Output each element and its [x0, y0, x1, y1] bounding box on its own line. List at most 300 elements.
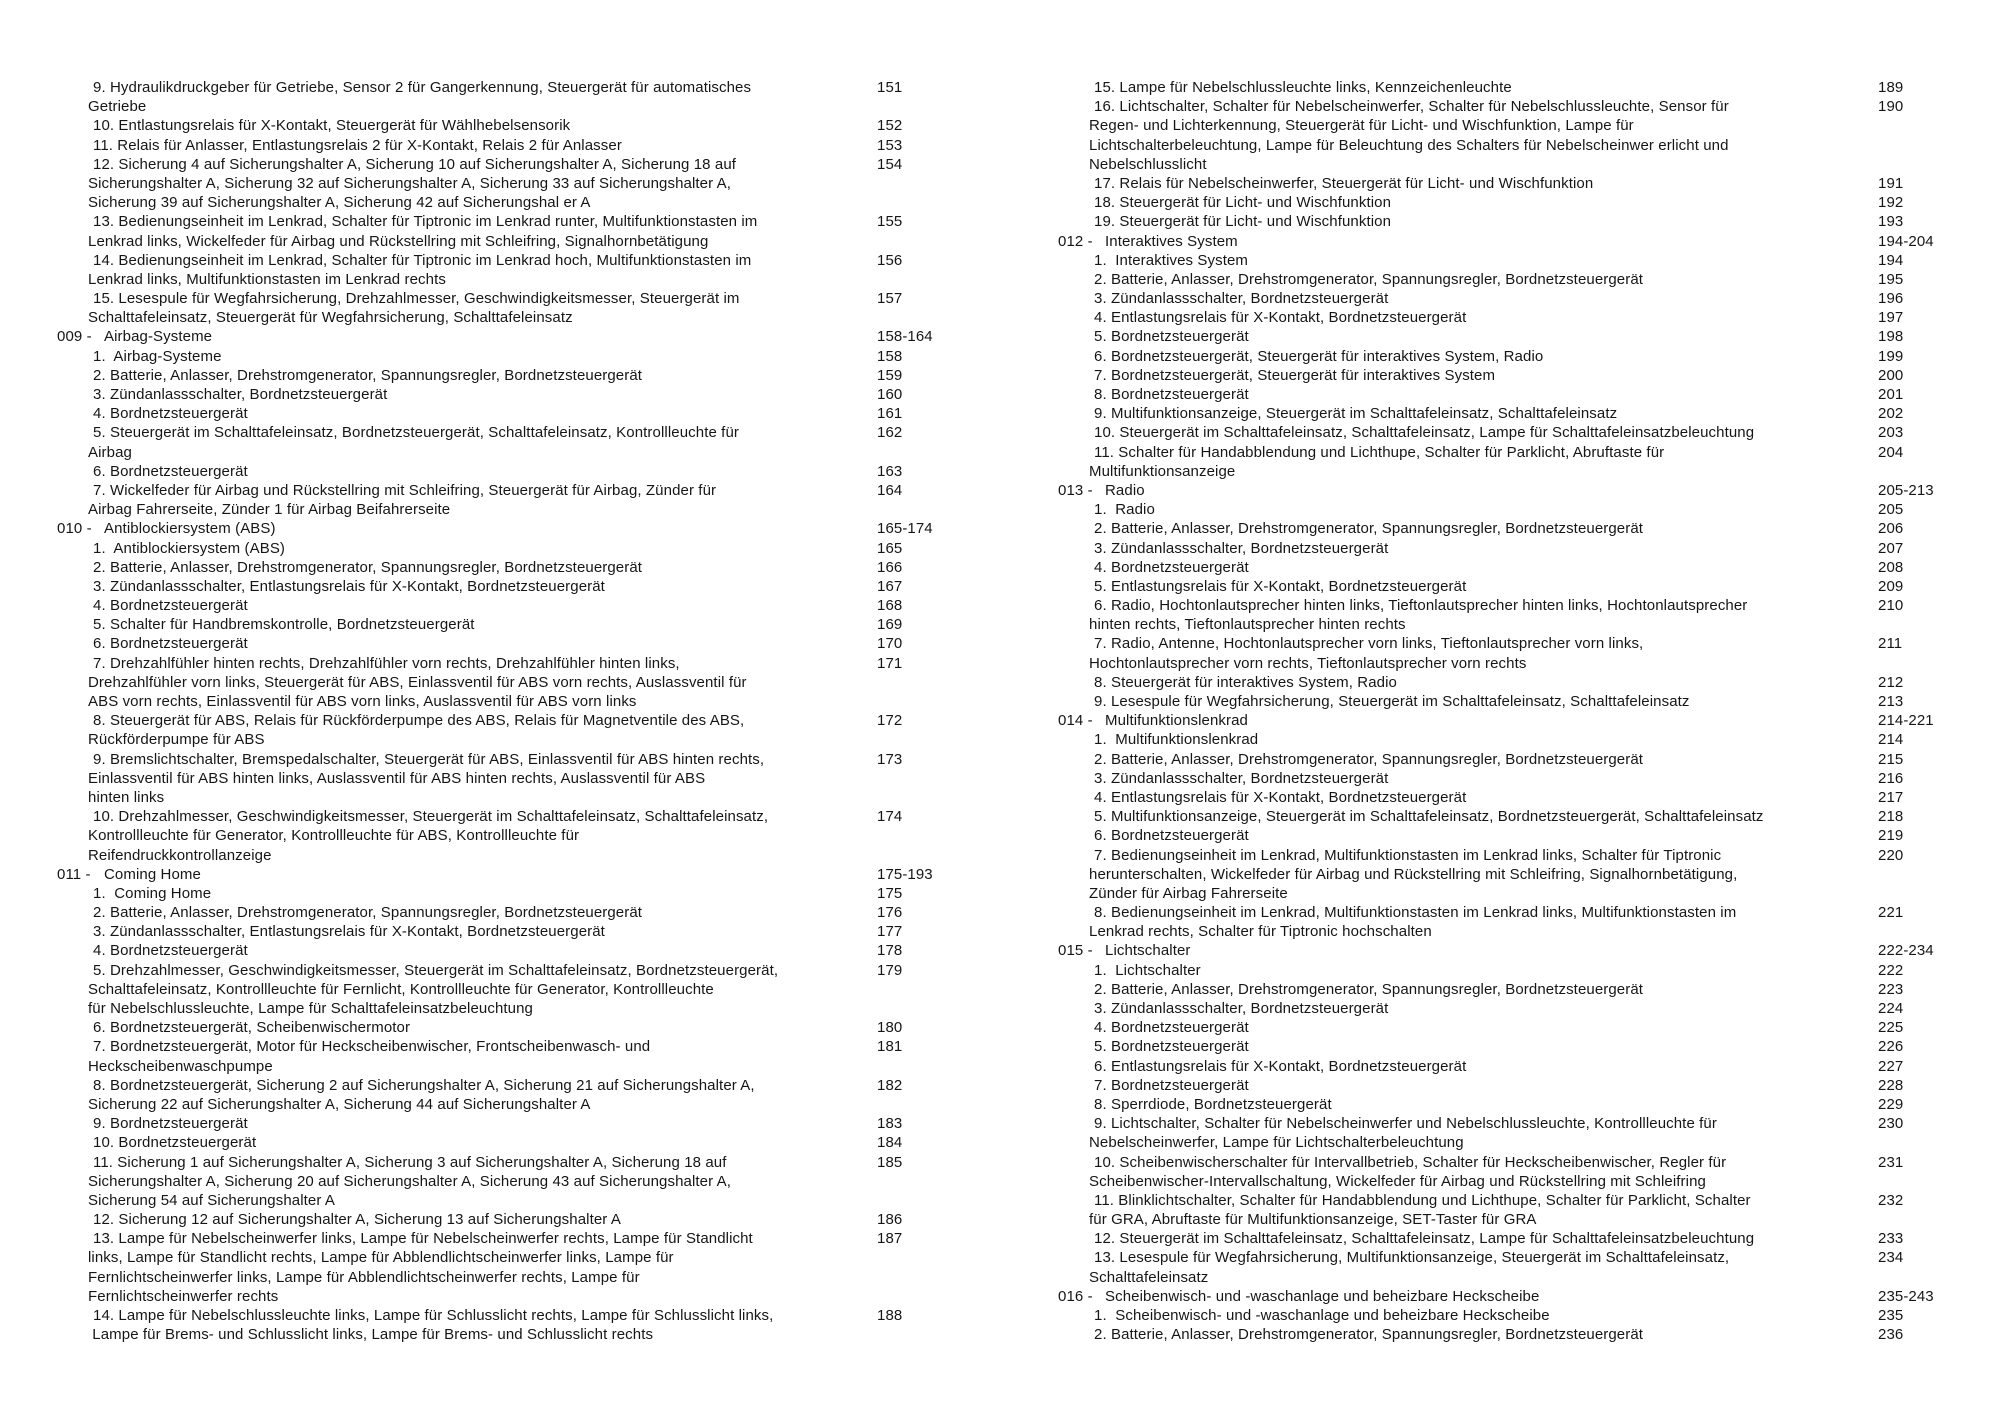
- toc-item-continuation: [1058, 116, 2000, 135]
- item-page-number: 176: [877, 904, 903, 922]
- item-page-number: 168: [877, 597, 903, 615]
- toc-item-continuation: [1058, 922, 2000, 941]
- toc-item-continuation: [57, 232, 1002, 251]
- toc-item-continuation: [57, 1248, 1002, 1267]
- toc-item-text: Einlassventil für ABS hinten links, Auslassventil für ABS hinten rechts, Auslassventil für ABS: [88, 769, 706, 787]
- toc-item-text: 4. Bordnetzsteuergerät: [93, 405, 248, 423]
- toc-item-text: 10. Steuergerät im Schalttafeleinsatz, Schalttafeleinsatz, Lampe für Schalttafeleinsatzbeleuchtung: [1094, 424, 1755, 442]
- toc-item-row: [57, 1210, 1002, 1229]
- section-title: Scheibenwisch- und -waschanlage und beheizbare Heckscheibe: [1105, 1287, 1540, 1305]
- toc-item-row: [57, 1037, 1002, 1056]
- toc-item-text: 3. Zündanlassschalter, Bordnetzsteuergerät: [93, 386, 388, 403]
- section-title: Radio: [1105, 481, 1145, 499]
- toc-item-text: 18. Steuergerät für Licht- und Wischfunktion: [1094, 194, 1392, 212]
- toc-item-text: hinten links: [88, 788, 165, 806]
- toc-item-continuation: [57, 270, 1002, 289]
- toc-item-text: 11. Blinklichtschalter, Schalter für Handabblendung und Lichthupe, Schalter für Parklicht, Schalter: [1094, 1191, 1751, 1209]
- toc-item-row: [57, 1114, 1002, 1133]
- toc-item-row: [57, 903, 1002, 922]
- toc-item-continuation: [57, 692, 1002, 711]
- toc-item-row: [1058, 596, 2000, 615]
- toc-item-text: Nebelschlusslicht: [1089, 155, 1207, 173]
- section-title: Antiblockiersystem (ABS): [104, 520, 276, 538]
- toc-item-row: [1058, 423, 2000, 442]
- item-page-number: 184: [877, 1134, 903, 1152]
- toc-section-row: [57, 519, 1002, 538]
- item-page-number: 189: [1878, 79, 1904, 96]
- toc-item-text: 7. Bordnetzsteuergerät, Steuergerät für interaktives System: [1094, 366, 1496, 384]
- toc-item-text: links, Lampe für Standlicht rechts, Lampe für Abblendlichtscheinwerfer links, Lampe für: [88, 1249, 674, 1267]
- toc-item-row: [1058, 999, 2000, 1018]
- toc-item-row: [1058, 903, 2000, 922]
- toc-item-row: [1058, 826, 2000, 845]
- toc-item-text: 7. Bedienungseinheit im Lenkrad, Multifunktionstasten im Lenkrad links, Schalter für Tiptronic: [1094, 846, 1722, 864]
- toc-item-continuation: [1058, 865, 2000, 884]
- item-page-number: 228: [1878, 1076, 1904, 1094]
- toc-item-text: Sicherung 54 auf Sicherungshalter A: [88, 1191, 335, 1209]
- toc-item-row: [57, 615, 1002, 634]
- item-page-number: 207: [1878, 539, 1904, 557]
- item-page-number: 209: [1878, 577, 1904, 595]
- toc-section-row: [1058, 711, 2000, 730]
- toc-item-text: 9. Lichtschalter, Schalter für Nebelscheinwerfer und Nebelschlussleuchte, Kontrollleuchte für: [1094, 1115, 1717, 1133]
- toc-item-text: 3. Zündanlassschalter, Bordnetzsteuergerät: [1094, 769, 1389, 787]
- toc-item-text: 12. Steuergerät im Schalttafeleinsatz, Schalttafeleinsatz, Lampe für Schalttafeleinsatzbeleuchtung: [1094, 1230, 1755, 1248]
- item-page-number: 159: [877, 366, 903, 384]
- section-number: 014 -: [1058, 712, 1097, 730]
- item-page-number: 158: [877, 347, 903, 365]
- toc-item-text: Sicherungshalter A, Sicherung 32 auf Sicherungshalter A, Sicherung 33 auf Sicherungshalter A,: [88, 174, 732, 192]
- item-page-number: 166: [877, 558, 903, 576]
- item-page-number: 193: [1878, 213, 1904, 231]
- toc-item-text: 2. Batterie, Anlasser, Drehstromgenerator, Spannungsregler, Bordnetzsteuergerät: [93, 366, 643, 384]
- toc-item-row: [57, 481, 1002, 500]
- item-page-number: 164: [877, 481, 903, 499]
- toc-item-text: Kontrollleuchte für Generator, Kontrollleuchte für ABS, Kontrollleuchte für: [88, 827, 580, 845]
- toc-item-row: [57, 116, 1002, 135]
- toc-item-row: [57, 884, 1002, 903]
- section-page-range: 235-243: [1878, 1287, 1934, 1305]
- toc-item-row: [1058, 807, 2000, 826]
- toc-item-row: [57, 596, 1002, 615]
- toc-column-right: [1058, 78, 2000, 1344]
- toc-item-text: 8. Bordnetzsteuergerät: [1094, 386, 1249, 403]
- toc-item-text: für GRA, Abruftaste für Multifunktionsanzeige, SET-Taster für GRA: [1089, 1211, 1537, 1229]
- item-page-number: 151: [877, 79, 903, 96]
- item-page-number: 227: [1878, 1057, 1904, 1075]
- toc-item-continuation: [57, 174, 1002, 193]
- toc-item-text: 8. Steuergerät für interaktives System, Radio: [1094, 673, 1397, 691]
- toc-item-continuation: [57, 443, 1002, 462]
- item-page-number: 222: [1878, 961, 1904, 979]
- section-page-range: 205-213: [1878, 481, 1934, 499]
- toc-item-continuation: [57, 1287, 1002, 1306]
- toc-item-text: 12. Sicherung 12 auf Sicherungshalter A, Sicherung 13 auf Sicherungshalter A: [93, 1211, 621, 1229]
- toc-item-continuation: [57, 999, 1002, 1018]
- item-page-number: 233: [1878, 1230, 1904, 1248]
- toc-item-text: 5. Schalter für Handbremskontrolle, Bordnetzsteuergerät: [93, 616, 475, 634]
- toc-item-row: [1058, 788, 2000, 807]
- section-page-range: 194-204: [1878, 232, 1934, 250]
- item-page-number: 210: [1878, 597, 1904, 615]
- item-page-number: 152: [877, 117, 903, 135]
- toc-item-text: 5. Multifunktionsanzeige, Steuergerät im Schalttafeleinsatz, Bordnetzsteuergerät, Schalttafeleinsatz: [1094, 808, 1764, 826]
- toc-item-row: [1058, 846, 2000, 865]
- toc-item-row: [57, 1133, 1002, 1152]
- toc-item-row: [57, 251, 1002, 270]
- item-page-number: 155: [877, 213, 903, 231]
- toc-section-row: [1058, 232, 2000, 251]
- toc-item-row: [57, 577, 1002, 596]
- item-page-number: 161: [877, 405, 903, 423]
- toc-item-row: [57, 654, 1002, 673]
- item-page-number: 198: [1878, 328, 1904, 346]
- toc-item-text: 5. Entlastungsrelais für X-Kontakt, Bordnetzsteuergerät: [1094, 577, 1467, 595]
- section-title: Lichtschalter: [1105, 942, 1191, 960]
- toc-item-text: Schalttafeleinsatz, Kontrollleuchte für Fernlicht, Kontrollleuchte für Generator, Kontrollleuchte: [88, 980, 714, 998]
- toc-item-text: 6. Bordnetzsteuergerät: [93, 635, 248, 653]
- toc-item-row: [1058, 174, 2000, 193]
- toc-item-continuation: [57, 673, 1002, 692]
- item-page-number: 200: [1878, 366, 1904, 384]
- toc-item-row: [57, 807, 1002, 826]
- toc-section-row: [1058, 941, 2000, 960]
- section-page-range: 222-234: [1878, 942, 1934, 960]
- item-page-number: 172: [877, 712, 903, 730]
- toc-item-row: [57, 634, 1002, 653]
- toc-item-row: [1058, 980, 2000, 999]
- toc-item-continuation: [1058, 462, 2000, 481]
- item-page-number: 169: [877, 616, 903, 634]
- section-number: 010 -: [57, 520, 96, 538]
- item-page-number: 223: [1878, 980, 1904, 998]
- toc-item-text: 2. Batterie, Anlasser, Drehstromgenerator, Spannungsregler, Bordnetzsteuergerät: [1094, 750, 1644, 768]
- toc-item-row: [1058, 193, 2000, 212]
- toc-item-text: Sicherung 39 auf Sicherungshalter A, Sicherung 42 auf Sicherungshal er A: [88, 194, 591, 212]
- toc-item-text: Sicherungshalter A, Sicherung 20 auf Sicherungshalter A, Sicherung 43 auf Sicherungshalter A,: [88, 1172, 732, 1190]
- toc-item-text: 11. Sicherung 1 auf Sicherungshalter A, Sicherung 3 auf Sicherungshalter A, Sicherung 18 auf: [93, 1153, 727, 1171]
- toc-item-row: [1058, 500, 2000, 519]
- item-page-number: 170: [877, 635, 903, 653]
- toc-item-row: [1058, 1095, 2000, 1114]
- toc-item-row: [1058, 1325, 2000, 1344]
- toc-item-continuation: [1058, 136, 2000, 155]
- item-page-number: 157: [877, 290, 903, 308]
- toc-item-text: 1. Lichtschalter: [1094, 961, 1201, 979]
- toc-item-text: 2. Batterie, Anlasser, Drehstromgenerator, Spannungsregler, Bordnetzsteuergerät: [1094, 520, 1644, 538]
- toc-item-text: Nebelscheinwerfer, Lampe für Lichtschalterbeleuchtung: [1089, 1134, 1464, 1152]
- toc-item-row: [57, 1306, 1002, 1325]
- toc-item-text: Reifendruckkontrollanzeige: [88, 846, 272, 864]
- toc-item-text: 9. Bordnetzsteuergerät: [93, 1115, 248, 1133]
- toc-item-row: [1058, 769, 2000, 788]
- toc-item-continuation: [1058, 1210, 2000, 1229]
- toc-item-continuation: [57, 1095, 1002, 1114]
- toc-item-text: 9. Multifunktionsanzeige, Steuergerät im Schalttafeleinsatz, Schalttafeleinsatz: [1094, 405, 1618, 423]
- toc-item-continuation: [1058, 654, 2000, 673]
- toc-item-text: 6. Bordnetzsteuergerät: [1094, 827, 1249, 845]
- toc-item-row: [1058, 1191, 2000, 1210]
- item-page-number: 186: [877, 1211, 903, 1229]
- toc-item-text: 3. Zündanlassschalter, Entlastungsrelais für X-Kontakt, Bordnetzsteuergerät: [93, 577, 605, 595]
- item-page-number: 195: [1878, 270, 1904, 288]
- item-page-number: 234: [1878, 1249, 1904, 1267]
- toc-item-row: [1058, 577, 2000, 596]
- toc-item-text: 5. Bordnetzsteuergerät: [1094, 1038, 1249, 1056]
- item-page-number: 153: [877, 136, 903, 154]
- item-page-number: 182: [877, 1076, 903, 1094]
- toc-item-text: Hochtonlautsprecher vorn rechts, Tieftonlautsprecher vorn rechts: [1089, 654, 1527, 672]
- toc-item-text: Getriebe: [88, 98, 147, 116]
- toc-item-row: [57, 212, 1002, 231]
- toc-item-text: 4. Bordnetzsteuergerät: [93, 597, 248, 615]
- toc-item-row: [1058, 1057, 2000, 1076]
- toc-item-row: [1058, 519, 2000, 538]
- toc-item-text: 10. Drehzahlmesser, Geschwindigkeitsmesser, Steuergerät im Schalttafeleinsatz, Schalttafeleinsatz,: [93, 808, 769, 826]
- toc-item-text: 1. Interaktives System: [1094, 251, 1249, 269]
- toc-item-text: 11. Relais für Anlasser, Entlastungsrelais 2 für X-Kontakt, Relais 2 für Anlasser: [93, 136, 622, 154]
- toc-item-row: [57, 155, 1002, 174]
- toc-item-continuation: [57, 1057, 1002, 1076]
- toc-item-continuation: [57, 1268, 1002, 1287]
- toc-item-text: 2. Batterie, Anlasser, Drehstromgenerator, Spannungsregler, Bordnetzsteuergerät: [1094, 980, 1644, 998]
- item-page-number: 217: [1878, 788, 1904, 806]
- toc-item-row: [57, 78, 1002, 97]
- toc-item-text: 10. Scheibenwischerschalter für Intervallbetrieb, Schalter für Heckscheibenwischer, Regler für: [1094, 1153, 1727, 1171]
- item-page-number: 220: [1878, 846, 1904, 864]
- toc-item-text: Fernlichtscheinwerfer links, Lampe für Abblendlichtscheinwerfer rechts, Lampe für: [88, 1268, 640, 1286]
- section-number: 009 -: [57, 328, 96, 346]
- toc-item-text: Airbag Fahrerseite, Zünder 1 für Airbag Beifahrerseite: [88, 501, 451, 519]
- toc-item-text: 8. Steuergerät für ABS, Relais für Rückförderpumpe des ABS, Relais für Magnetventile des ABS,: [93, 712, 745, 730]
- toc-item-row: [1058, 1018, 2000, 1037]
- toc-item-continuation: [57, 980, 1002, 999]
- item-page-number: 174: [877, 808, 903, 826]
- toc-item-text: Regen- und Lichterkennung, Steuergerät für Licht- und Wischfunktion, Lampe für: [1089, 117, 1634, 135]
- toc-item-text: 12. Sicherung 4 auf Sicherungshalter A, Sicherung 10 auf Sicherungshalter A, Sicherung 18 auf: [93, 155, 737, 173]
- item-page-number: 173: [877, 750, 903, 768]
- toc-item-text: 1. Coming Home: [93, 884, 212, 902]
- toc-item-text: 6. Bordnetzsteuergerät, Scheibenwischermotor: [93, 1019, 411, 1037]
- toc-item-row: [57, 1076, 1002, 1095]
- toc-item-continuation: [57, 788, 1002, 807]
- section-title: Coming Home: [104, 865, 201, 883]
- toc-section-row: [57, 865, 1002, 884]
- toc-item-text: 8. Sperrdiode, Bordnetzsteuergerät: [1094, 1095, 1332, 1113]
- toc-item-continuation: [57, 1172, 1002, 1191]
- toc-item-text: 2. Batterie, Anlasser, Drehstromgenerator, Spannungsregler, Bordnetzsteuergerät: [1094, 270, 1644, 288]
- item-page-number: 196: [1878, 290, 1904, 308]
- toc-item-row: [1058, 78, 2000, 97]
- toc-column-left: [57, 78, 1002, 1344]
- item-page-number: 181: [877, 1038, 903, 1056]
- toc-item-row: [57, 404, 1002, 423]
- toc-item-text: 5. Steuergerät im Schalttafeleinsatz, Bordnetzsteuergerät, Schalttafeleinsatz, Kontrollleuchte für: [93, 424, 739, 442]
- toc-item-text: 14. Lampe für Nebelschlussleuchte links, Lampe für Schlusslicht rechts, Lampe für Schlusslicht links,: [93, 1307, 774, 1324]
- toc-item-text: 7. Wickelfeder für Airbag und Rückstellring mit Schleifring, Steuergerät für Airbag, Zünder für: [93, 481, 717, 499]
- toc-item-row: [1058, 270, 2000, 289]
- section-title: Interaktives System: [1105, 232, 1238, 250]
- toc-item-text: 1. Antiblockiersystem (ABS): [93, 539, 286, 557]
- toc-item-row: [57, 558, 1002, 577]
- item-page-number: 224: [1878, 1000, 1904, 1017]
- item-page-number: 156: [877, 251, 903, 269]
- toc-item-text: 9. Lesespule für Wegfahrsicherung, Steuergerät im Schalttafeleinsatz, Schalttafeleinsatz: [1094, 693, 1690, 710]
- toc-item-row: [57, 750, 1002, 769]
- toc-item-row: [1058, 750, 2000, 769]
- toc-item-row: [57, 289, 1002, 308]
- toc-item-text: 3. Zündanlassschalter, Entlastungsrelais für X-Kontakt, Bordnetzsteuergerät: [93, 923, 605, 941]
- toc-item-text: Lichtschalterbeleuchtung, Lampe für Beleuchtung des Schalters für Nebelscheinwer erlicht und: [1089, 136, 1729, 154]
- toc-item-text: 6. Entlastungsrelais für X-Kontakt, Bordnetzsteuergerät: [1094, 1057, 1467, 1075]
- section-page-range: 165-174: [877, 520, 933, 538]
- item-page-number: 219: [1878, 827, 1904, 845]
- item-page-number: 191: [1878, 174, 1904, 192]
- toc-item-text: 1. Scheibenwisch- und -waschanlage und beheizbare Heckscheibe: [1094, 1307, 1550, 1324]
- toc-item-text: Schalttafeleinsatz: [1089, 1268, 1209, 1286]
- toc-item-text: für Nebelschlussleuchte, Lampe für Schalttafeleinsatzbeleuchtung: [88, 1000, 533, 1017]
- toc-item-continuation: [1058, 615, 2000, 634]
- toc-item-row: [57, 423, 1002, 442]
- toc-item-row: [1058, 212, 2000, 231]
- toc-item-row: [1058, 1248, 2000, 1267]
- toc-item-row: [1058, 634, 2000, 653]
- toc-item-row: [57, 1153, 1002, 1172]
- toc-item-continuation: [57, 500, 1002, 519]
- item-page-number: 179: [877, 961, 903, 979]
- item-page-number: 165: [877, 539, 903, 557]
- toc-item-text: 16. Lichtschalter, Schalter für Nebelscheinwerfer, Schalter für Nebelschlussleuchte, Sensor für: [1094, 98, 1729, 116]
- section-page-range: 214-221: [1878, 712, 1934, 730]
- toc-item-text: 1. Radio: [1094, 501, 1155, 519]
- toc-section-row: [1058, 1287, 2000, 1306]
- toc-item-row: [1058, 1076, 2000, 1095]
- toc-item-continuation: [1058, 155, 2000, 174]
- item-page-number: 162: [877, 424, 903, 442]
- item-page-number: 183: [877, 1115, 903, 1133]
- toc-item-row: [57, 136, 1002, 155]
- toc-item-continuation: [1058, 1133, 2000, 1152]
- toc-item-text: Schalttafeleinsatz, Steuergerät für Wegfahrsicherung, Schalttafeleinsatz: [88, 309, 573, 327]
- item-page-number: 231: [1878, 1153, 1904, 1171]
- item-page-number: 206: [1878, 520, 1904, 538]
- toc-item-text: 4. Entlastungsrelais für X-Kontakt, Bordnetzsteuergerät: [1094, 309, 1467, 327]
- toc-item-row: [1058, 1229, 2000, 1248]
- item-page-number: 213: [1878, 693, 1904, 710]
- toc-item-row: [1058, 673, 2000, 692]
- toc-item-row: [1058, 961, 2000, 980]
- section-number: 011 -: [57, 865, 95, 883]
- item-page-number: 177: [877, 923, 903, 941]
- toc-item-row: [57, 366, 1002, 385]
- toc-item-text: 13. Bedienungseinheit im Lenkrad, Schalter für Tiptronic im Lenkrad runter, Multifunktionstasten im: [93, 213, 758, 231]
- toc-item-row: [1058, 558, 2000, 577]
- toc-item-text: 2. Batterie, Anlasser, Drehstromgenerator, Spannungsregler, Bordnetzsteuergerät: [93, 558, 643, 576]
- toc-item-text: herunterschalten, Wickelfeder für Airbag und Rückstellring mit Schleifring, Signalhornbetätigung,: [1089, 865, 1738, 883]
- toc-item-text: 7. Drehzahlfühler hinten rechts, Drehzahlfühler vorn rechts, Drehzahlfühler hinten links,: [93, 654, 680, 672]
- toc-item-row: [57, 711, 1002, 730]
- toc-item-text: 19. Steuergerät für Licht- und Wischfunktion: [1094, 213, 1392, 231]
- item-page-number: 160: [877, 386, 903, 403]
- toc-item-text: Rückförderpumpe für ABS: [88, 731, 265, 749]
- toc-item-text: 11. Schalter für Handabblendung und Lichthupe, Schalter für Parklicht, Abruftaste für: [1094, 443, 1665, 461]
- item-page-number: 202: [1878, 405, 1904, 423]
- toc-item-text: 5. Bordnetzsteuergerät: [1094, 328, 1249, 346]
- toc-item-row: [57, 385, 1002, 404]
- item-page-number: 197: [1878, 309, 1904, 327]
- toc-item-row: [1058, 97, 2000, 116]
- item-page-number: 154: [877, 155, 903, 173]
- item-page-number: 225: [1878, 1019, 1904, 1037]
- toc-item-text: Lampe für Brems- und Schlusslicht links, Lampe für Brems- und Schlusslicht rechts: [88, 1326, 654, 1344]
- section-title: Multifunktionslenkrad: [1105, 712, 1249, 730]
- toc-item-text: 6. Bordnetzsteuergerät: [93, 462, 248, 480]
- toc-item-text: Multifunktionsanzeige: [1089, 462, 1236, 480]
- toc-item-text: Sicherung 22 auf Sicherungshalter A, Sicherung 44 auf Sicherungshalter A: [88, 1095, 591, 1113]
- toc-item-row: [1058, 692, 2000, 711]
- toc-item-text: 4. Bordnetzsteuergerät: [93, 942, 248, 960]
- toc-item-text: 8. Bordnetzsteuergerät, Sicherung 2 auf Sicherungshalter A, Sicherung 21 auf Sicherungshalter A,: [93, 1076, 755, 1094]
- toc-item-continuation: [57, 1191, 1002, 1210]
- toc-item-text: 7. Bordnetzsteuergerät, Motor für Heckscheibenwischer, Frontscheibenwasch- und: [93, 1038, 651, 1056]
- toc-item-text: 14. Bedienungseinheit im Lenkrad, Schalter für Tiptronic im Lenkrad hoch, Multifunktionstasten im: [93, 251, 752, 269]
- toc-item-text: 17. Relais für Nebelscheinwerfer, Steuergerät für Licht- und Wischfunktion: [1094, 174, 1594, 192]
- toc-item-row: [1058, 730, 2000, 749]
- toc-item-continuation: [57, 730, 1002, 749]
- toc-item-text: 3. Zündanlassschalter, Bordnetzsteuergerät: [1094, 290, 1389, 308]
- toc-item-text: 6. Radio, Hochtonlautsprecher hinten links, Tieftonlautsprecher hinten links, Hochtonlautsprecher: [1094, 597, 1748, 615]
- toc-item-text: Drehzahlfühler vorn links, Steuergerät für ABS, Einlassventil für ABS vorn rechts, Auslassventil für: [88, 673, 747, 691]
- toc-item-text: 10. Bordnetzsteuergerät: [93, 1134, 257, 1152]
- item-page-number: 194: [1878, 251, 1904, 269]
- toc-item-text: 9. Bremslichtschalter, Bremspedalschalter, Steuergerät für ABS, Einlassventil für ABS hinten rechts,: [93, 750, 765, 768]
- toc-item-row: [1058, 327, 2000, 346]
- toc-item-row: [57, 1018, 1002, 1037]
- item-page-number: 211: [1878, 635, 1903, 653]
- section-page-range: 158-164: [877, 328, 933, 346]
- item-page-number: 216: [1878, 769, 1904, 787]
- toc-item-text: 6. Bordnetzsteuergerät, Steuergerät für interaktives System, Radio: [1094, 347, 1544, 365]
- section-number: 016 -: [1058, 1287, 1097, 1305]
- item-page-number: 178: [877, 942, 903, 960]
- toc-item-text: 15. Lampe für Nebelschlussleuchte links, Kennzeichenleuchte: [1094, 79, 1512, 96]
- toc-item-continuation: [57, 826, 1002, 845]
- item-page-number: 221: [1878, 904, 1904, 922]
- toc-item-text: 4. Bordnetzsteuergerät: [1094, 558, 1249, 576]
- toc-item-text: 2. Batterie, Anlasser, Drehstromgenerator, Spannungsregler, Bordnetzsteuergerät: [1094, 1326, 1644, 1344]
- item-page-number: 229: [1878, 1095, 1904, 1113]
- toc-item-continuation: [57, 846, 1002, 865]
- toc-item-continuation: [1058, 1172, 2000, 1191]
- toc-item-text: 7. Bordnetzsteuergerät: [1094, 1076, 1249, 1094]
- item-page-number: 201: [1878, 386, 1904, 403]
- toc-item-text: hinten rechts, Tieftonlautsprecher hinten rechts: [1089, 616, 1406, 634]
- toc-item-text: 1. Multifunktionslenkrad: [1094, 731, 1259, 749]
- toc-item-row: [1058, 1114, 2000, 1133]
- item-page-number: 171: [877, 654, 903, 672]
- toc-item-text: 3. Zündanlassschalter, Bordnetzsteuergerät: [1094, 1000, 1389, 1017]
- toc-item-continuation: [1058, 884, 2000, 903]
- item-page-number: 163: [877, 462, 903, 480]
- section-title: Airbag-Systeme: [104, 328, 213, 346]
- toc-item-text: 15. Lesespule für Wegfahrsicherung, Drehzahlmesser, Geschwindigkeitsmesser, Steuergerät im: [93, 290, 740, 308]
- toc-item-text: 13. Lampe für Nebelscheinwerfer links, Lampe für Nebelscheinwerfer rechts, Lampe für Standlicht: [93, 1230, 753, 1248]
- item-page-number: 203: [1878, 424, 1904, 442]
- item-page-number: 235: [1878, 1307, 1904, 1324]
- toc-item-continuation: [1058, 1268, 2000, 1287]
- toc-item-row: [57, 462, 1002, 481]
- item-page-number: 187: [877, 1230, 903, 1248]
